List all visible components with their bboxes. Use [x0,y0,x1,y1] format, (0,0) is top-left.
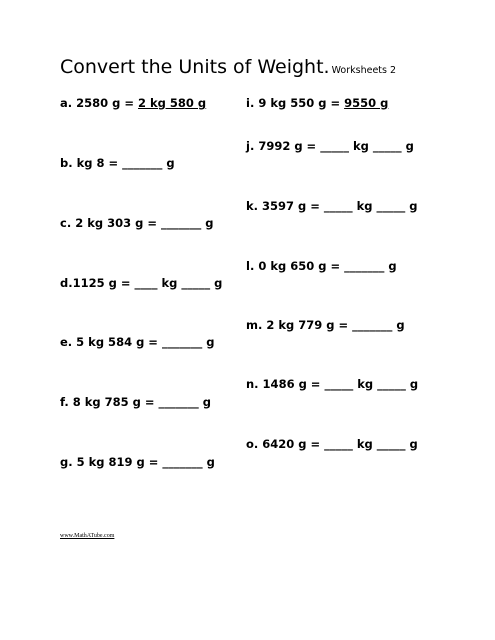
problem-g: g. 5 kg 819 g = _______ g [60,455,215,469]
problem-f: f. 8 kg 785 g = _______ g [60,395,212,409]
problem-j: j. 7992 g = _____ kg _____ g [246,139,414,153]
problem-i [246,96,388,110]
problem-e: e. 5 kg 584 g = _______ g [60,335,215,349]
problem-k: k. 3597 g = _____ kg _____ g [246,199,418,213]
footer-link[interactable]: www.MathATube.com [60,533,115,539]
problem-a-answer: 2 kg 580 g [138,96,207,110]
problem-a [60,96,206,110]
problem-c: c. 2 kg 303 g = _______ g [60,216,214,230]
problem-m: m. 2 kg 779 g = _______ g [246,318,405,332]
problem-d: d.1125 g = ____ kg _____ g [60,276,223,290]
worksheet-title [60,56,396,78]
problem-a-question: a. 2580 g = [60,96,139,110]
problem-l: l. 0 kg 650 g = _______ g [246,259,397,273]
problem-n: n. 1486 g = _____ kg _____ g [246,377,419,391]
problem-i-answer: 9550 g [344,96,389,110]
subtitle-text: Worksheets 2 [331,65,397,76]
title-text: Convert the Units of Weight. [60,56,330,78]
problem-b: b. kg 8 = _______ g [60,156,175,170]
problem-o: o. 6420 g = _____ kg _____ g [246,437,418,451]
problem-i-question: i. 9 kg 550 g = [246,96,345,110]
